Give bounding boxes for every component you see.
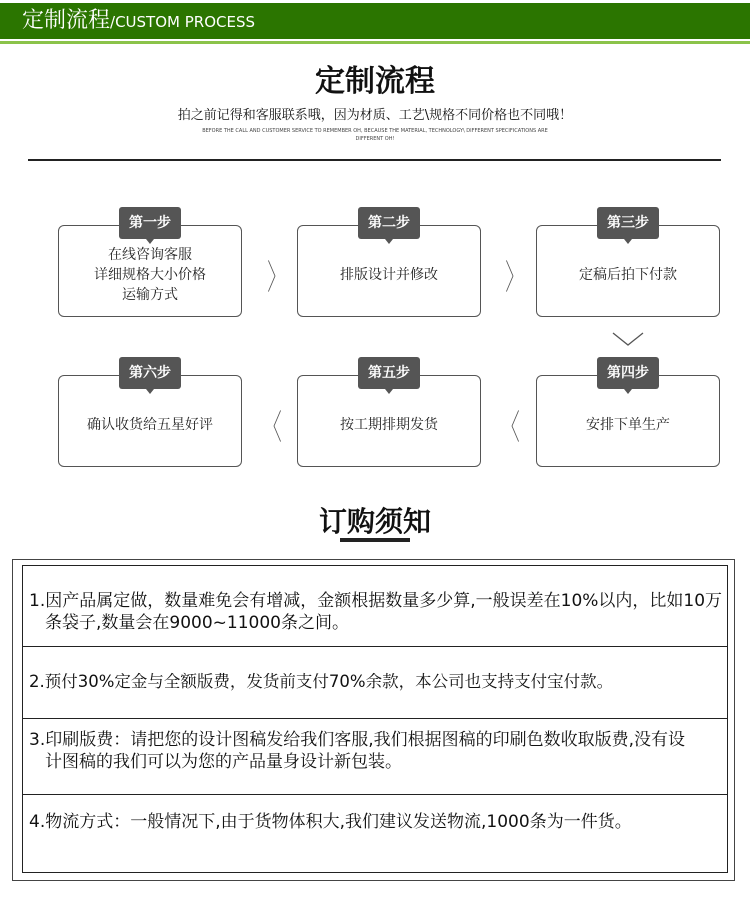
step-line: 确认收货给五星好评 [87,417,213,433]
step-badge: 第一步 [119,207,181,239]
step-badge: 第六步 [119,357,181,389]
notice-text: 3.印刷版费：请把您的设计图稿发给我们客服,我们根据图稿的印刷色数收取版费,没有设计图稿的我们可以为您的产品量身设计新包装。 [29,730,686,772]
notice-item [23,719,727,795]
step-line: 定稿后拍下付款 [579,267,677,283]
notice-title-underline [340,538,410,542]
step-text [340,265,438,285]
step-text [94,245,206,305]
notice-item [23,795,727,873]
notice-text: 4.物流方式：一般情况下,由于货物体积大,我们建议发送物流,1000条为一件货。 [29,812,632,832]
header-divider [0,41,750,44]
notice-item [23,566,727,647]
notice-text: 2.预付30%定金与全额版费，发货前支付70%余款，本公司也支持支付宝付款。 [29,672,614,691]
notice-table [22,565,728,873]
section-header [0,3,750,39]
step-line: 安排下单生产 [586,417,670,433]
step-badge: 第三步 [597,207,659,239]
step-text [87,415,213,435]
divider [28,159,721,161]
step-badge: 第四步 [597,357,659,389]
english-subtitle: BEFORE THE CALL AND CUSTOMER SERVICE TO REMEMBER OH, BECAUSE THE MATERIAL, TECHNOLOGY\ DIFFERENT SPECIFICATIONS ARE DIFFERENT OH! [202,128,548,142]
step-text [579,265,677,285]
step-line: 在线咨询客服 [108,247,192,263]
subtitle: 拍之前记得和客服联系哦，因为材质、工艺\规格不同价格也不同哦！ [177,108,573,123]
step-line: 排版设计并修改 [340,267,438,283]
chevron-left-icon: 〈 [264,408,282,448]
header-title-en: /CUSTOM PROCESS [110,13,255,31]
page-title: 定制流程 [315,64,435,99]
step-badge: 第二步 [358,207,420,239]
step-line: 按工期排期发货 [340,417,438,433]
notice-title: 订购须知 [318,505,431,538]
step-badge: 第五步 [358,357,420,389]
step-line: 详细规格大小价格 [94,267,206,283]
notice-item [23,647,727,719]
step-text [586,415,670,435]
chevron-right-icon: 〉 [505,258,523,298]
chevron-right-icon: 〉 [267,258,285,298]
notice-text: 1.因产品属定做，数量难免会有增减，金额根据数量多少算,一般误差在10%以内，比如10万条袋子,数量会在9000~11000条之间。 [29,591,723,633]
chevron-down-icon [612,331,644,345]
step-line: 运输方式 [122,287,178,303]
step-text [340,415,438,435]
chevron-left-icon: 〈 [502,408,520,448]
header-title-cn: 定制流程 [22,8,111,33]
